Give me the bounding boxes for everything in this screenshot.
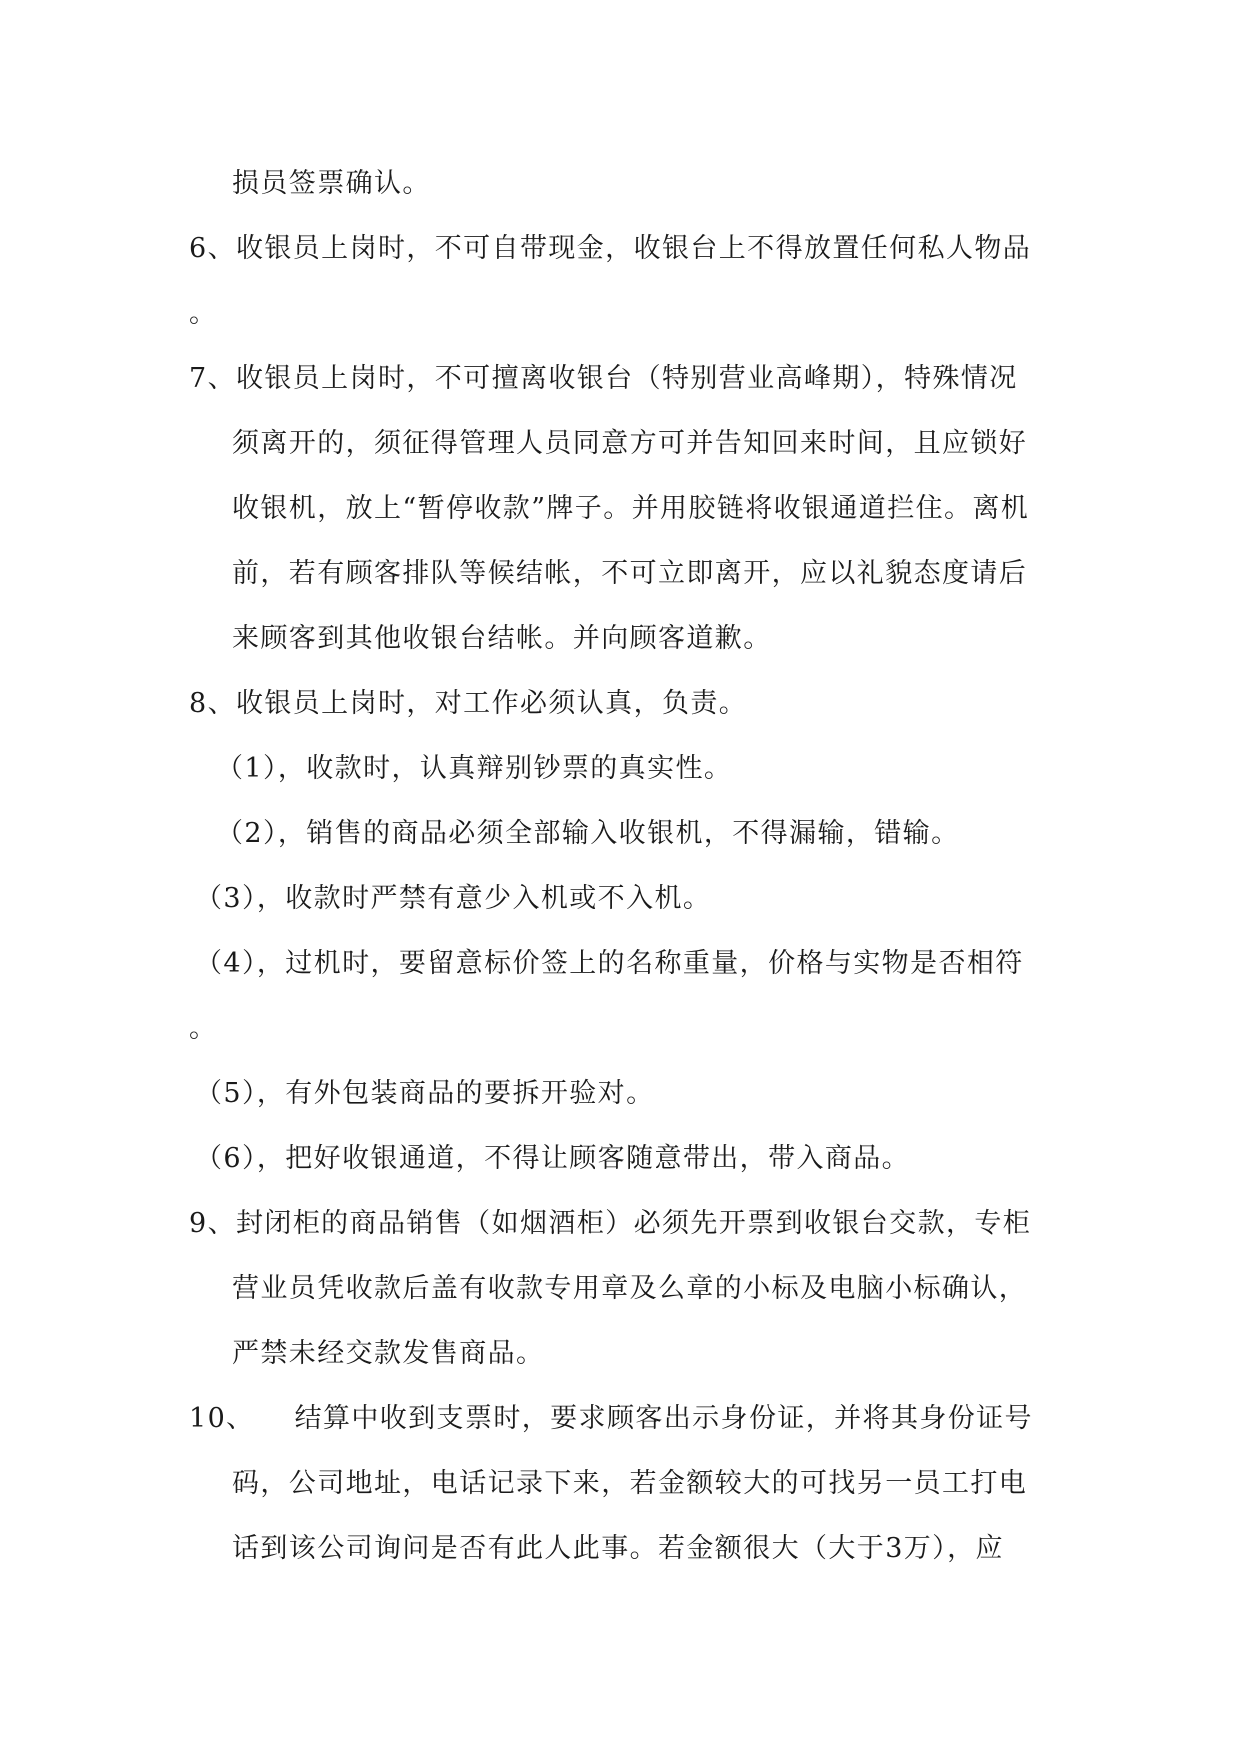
list-text: 结算中收到支票时，要求顾客出示身份证，并将其身份证号	[294, 1403, 1033, 1434]
list-item-10	[189, 1401, 1033, 1437]
text-line: 营业员凭收款后盖有收款专用章及么章的小标及电脑小标确认，	[232, 1273, 1028, 1304]
list-item-8: 8、收银员上岗时，对工作必须认真，负责。	[189, 688, 748, 719]
sub-item-3: （3），收款时严禁有意少入机或不入机。	[195, 883, 712, 914]
text-line: 收银机，放上“暂停收款”牌子。并用胶链将收银通道拦住。离机	[232, 493, 1030, 524]
text-line: 须离开的，须征得管理人员同意方可并告知回来时间，且应锁好	[232, 428, 1028, 459]
sub-item-2: （2），销售的商品必须全部输入收银机，不得漏输，错输。	[216, 818, 960, 849]
sub-item-6: （6），把好收银通道，不得让顾客随意带出，带入商品。	[195, 1143, 911, 1174]
sub-item-5: （5），有外包装商品的要拆开验对。	[195, 1078, 655, 1109]
text-line: 严禁未经交款发售商品。	[232, 1338, 545, 1369]
sub-item-1: （1），收款时，认真辩别钞票的真实性。	[216, 753, 733, 784]
text-line: 损员签票确认。	[232, 168, 431, 199]
sub-item-4: （4），过机时，要留意标价签上的名称重量，价格与实物是否相符	[195, 948, 1024, 979]
list-item-7: 7、收银员上岗时，不可擅离收银台（特别营业高峰期），特殊情况	[189, 363, 1018, 394]
text-line: 来顾客到其他收银台结帐。并向顾客道歉。	[232, 623, 772, 654]
list-number: 10、	[189, 1403, 255, 1434]
text-line: 。	[189, 1013, 218, 1044]
text-line: 话到该公司询问是否有此人此事。若金额很大（大于3万），应	[232, 1533, 1004, 1564]
list-item-9: 9、封闭柜的商品销售（如烟酒柜）必须先开票到收银台交款，专柜	[189, 1208, 1032, 1239]
list-item-6: 6、收银员上岗时，不可自带现金，收银台上不得放置任何私人物品	[189, 233, 1032, 264]
text-line: 码，公司地址，电话记录下来，若金额较大的可找另一员工打电	[232, 1468, 1028, 1499]
text-line: 。	[189, 298, 218, 329]
text-line: 前，若有顾客排队等候结帐，不可立即离开，应以礼貌态度请后	[232, 558, 1028, 589]
